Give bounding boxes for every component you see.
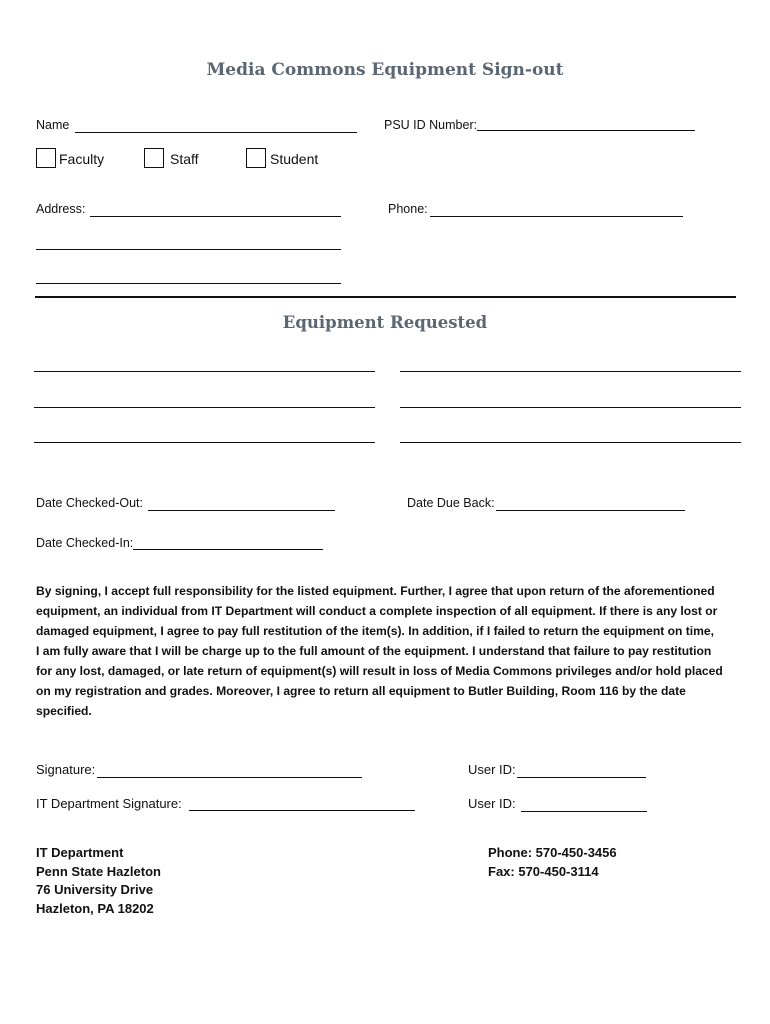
signature-field[interactable]	[97, 777, 362, 778]
student-checkbox[interactable]	[246, 148, 266, 168]
date-due-back-field[interactable]	[496, 510, 685, 511]
user-id-field-2[interactable]	[521, 811, 647, 812]
contact-line: Hazleton, PA 18202	[36, 900, 154, 916]
name-label: Name	[36, 118, 70, 132]
student-label: Student	[270, 151, 319, 167]
equipment-line-2[interactable]	[400, 371, 741, 372]
name-field[interactable]	[75, 132, 357, 133]
contact-phone: Phone: 570-450-3456	[488, 845, 617, 860]
user-id-label-1: User ID:	[468, 762, 516, 777]
section-divider	[35, 296, 736, 298]
agreement-line: damaged equipment, I agree to pay full restitution of the item(s). In addition, if I failed to return the equipment on time,	[36, 624, 714, 638]
agreement-paragraph	[36, 581, 736, 721]
equipment-line-6[interactable]	[400, 442, 741, 443]
phone-label: Phone:	[388, 202, 428, 216]
equipment-line-4[interactable]	[400, 407, 741, 408]
agreement-line: I am fully aware that I will be charge up to the full amount of the equipment. I understand that failure to pay restitution	[36, 644, 712, 658]
equipment-heading: Equipment Requested	[282, 313, 488, 332]
equipment-line-3[interactable]	[34, 407, 375, 408]
contact-line: Penn State Hazleton	[36, 863, 161, 879]
psu-id-field[interactable]	[477, 130, 695, 131]
agreement-line: equipment, an individual from IT Department will conduct a complete inspection of all equipment. If there is any lost or	[36, 604, 718, 618]
agreement-line: for any lost, damaged, or late return of equipment(s) will result in loss of Media Commons privileges and/or hold placed	[36, 664, 723, 678]
date-checked-in-field[interactable]	[133, 549, 323, 550]
contact-line: IT Department	[36, 845, 124, 860]
contact-line: 76 University Drive	[36, 882, 154, 897]
faculty-checkbox[interactable]	[36, 148, 56, 168]
signature-label: Signature:	[36, 762, 96, 777]
page-title: Media Commons Equipment Sign-out	[206, 60, 564, 80]
user-id-label-2: User ID:	[468, 796, 516, 811]
date-due-back-label: Date Due Back:	[407, 496, 495, 510]
agreement-line: specified.	[36, 704, 92, 718]
equipment-line-5[interactable]	[34, 442, 375, 443]
date-checked-in-label: Date Checked-In:	[36, 536, 134, 550]
contact-address	[36, 844, 161, 918]
address-field-3[interactable]	[36, 283, 341, 284]
address-field-1[interactable]	[90, 216, 341, 217]
faculty-label: Faculty	[59, 151, 105, 167]
psu-id-label: PSU ID Number:	[384, 118, 478, 132]
equipment-line-1[interactable]	[34, 371, 375, 372]
agreement-line: on my registration and grades. Moreover, I agree to return all equipment to Butler Building, Room 116 by the date	[36, 684, 686, 698]
date-checked-out-label: Date Checked-Out:	[36, 496, 143, 510]
user-id-field-1[interactable]	[517, 777, 646, 778]
address-label: Address:	[36, 202, 86, 216]
staff-checkbox[interactable]	[144, 148, 164, 168]
staff-label: Staff	[170, 151, 199, 167]
contact-fax: Fax: 570-450-3114	[488, 863, 599, 879]
phone-field[interactable]	[430, 216, 683, 217]
agreement-line: By signing, I accept full responsibility for the listed equipment. Further, I agree that upon return of the aforementioned	[36, 584, 715, 598]
it-signature-label: IT Department Signature:	[36, 796, 182, 811]
it-signature-field[interactable]	[189, 810, 415, 811]
date-checked-out-field[interactable]	[148, 510, 335, 511]
address-field-2[interactable]	[36, 249, 341, 250]
contact-phone-fax	[488, 844, 617, 881]
